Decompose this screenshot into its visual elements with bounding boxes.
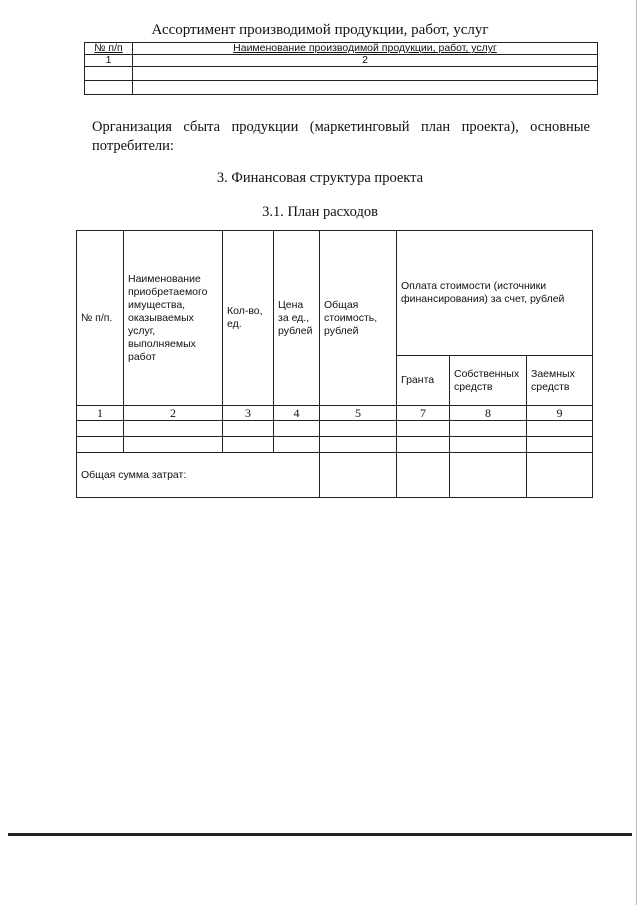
empty-cell[interactable]	[85, 67, 133, 81]
assortment-title: Ассортимент производимой продукции, работ, услуг	[151, 22, 489, 38]
header-borrowed-funds: Заемных средств	[527, 356, 593, 406]
empty-cell[interactable]	[320, 437, 397, 453]
col-number-1: 1	[85, 55, 133, 67]
col-number: 3	[223, 406, 274, 421]
assortment-table	[84, 42, 598, 95]
header-own-funds: Собственных средств	[450, 356, 527, 406]
empty-cell[interactable]	[527, 437, 593, 453]
empty-cell[interactable]	[124, 421, 223, 437]
section-title: 3. Финансовая структура проекта	[216, 170, 424, 186]
header-price: Цена за ед., рублей	[274, 231, 320, 406]
col-number: 4	[274, 406, 320, 421]
col-number: 1	[77, 406, 124, 421]
total-label: Общая сумма затрат:	[77, 453, 320, 498]
empty-cell[interactable]	[133, 67, 598, 81]
empty-cell[interactable]	[77, 437, 124, 453]
col-name-header: Наименование производимой продукции, работ, услуг	[133, 43, 598, 55]
empty-cell[interactable]	[527, 421, 593, 437]
header-name: Наименование приобретаемого имущества, оказываемых услуг, выполняемых работ	[124, 231, 223, 406]
col-number-2: 2	[133, 55, 598, 67]
empty-cell[interactable]	[133, 81, 598, 95]
empty-cell[interactable]	[274, 421, 320, 437]
total-own-cell[interactable]	[450, 453, 527, 498]
col-number: 5	[320, 406, 397, 421]
empty-cell[interactable]	[77, 421, 124, 437]
col-number: 8	[450, 406, 527, 421]
header-qty: Кол-во, ед.	[223, 231, 274, 406]
total-grant-cell[interactable]	[397, 453, 450, 498]
header-num: № п/п.	[77, 231, 124, 406]
empty-cell[interactable]	[450, 421, 527, 437]
total-borrowed-cell[interactable]	[527, 453, 593, 498]
col-number: 7	[397, 406, 450, 421]
empty-cell[interactable]	[274, 437, 320, 453]
col-number: 2	[124, 406, 223, 421]
col-num-header: № п/п	[85, 43, 133, 55]
empty-cell[interactable]	[397, 437, 450, 453]
empty-cell[interactable]	[223, 421, 274, 437]
header-total-cost: Общая стоимость, рублей	[320, 231, 397, 406]
empty-cell[interactable]	[450, 437, 527, 453]
header-grant: Гранта	[397, 356, 450, 406]
empty-cell[interactable]	[85, 81, 133, 95]
total-value-cell[interactable]	[320, 453, 397, 498]
expense-table	[76, 230, 593, 498]
empty-cell[interactable]	[223, 437, 274, 453]
col-number: 9	[527, 406, 593, 421]
empty-cell[interactable]	[320, 421, 397, 437]
subsection-title: 3.1. План расходов	[262, 204, 378, 220]
empty-cell[interactable]	[397, 421, 450, 437]
header-payment: Оплата стоимости (источники финансирования) за счет, рублей	[397, 231, 593, 356]
page-right-edge	[636, 0, 637, 905]
marketing-paragraph: Организация сбыта продукции (маркетинговый план проекта), основные потребители:	[92, 119, 590, 154]
page-bottom-border	[8, 833, 632, 836]
empty-cell[interactable]	[124, 437, 223, 453]
